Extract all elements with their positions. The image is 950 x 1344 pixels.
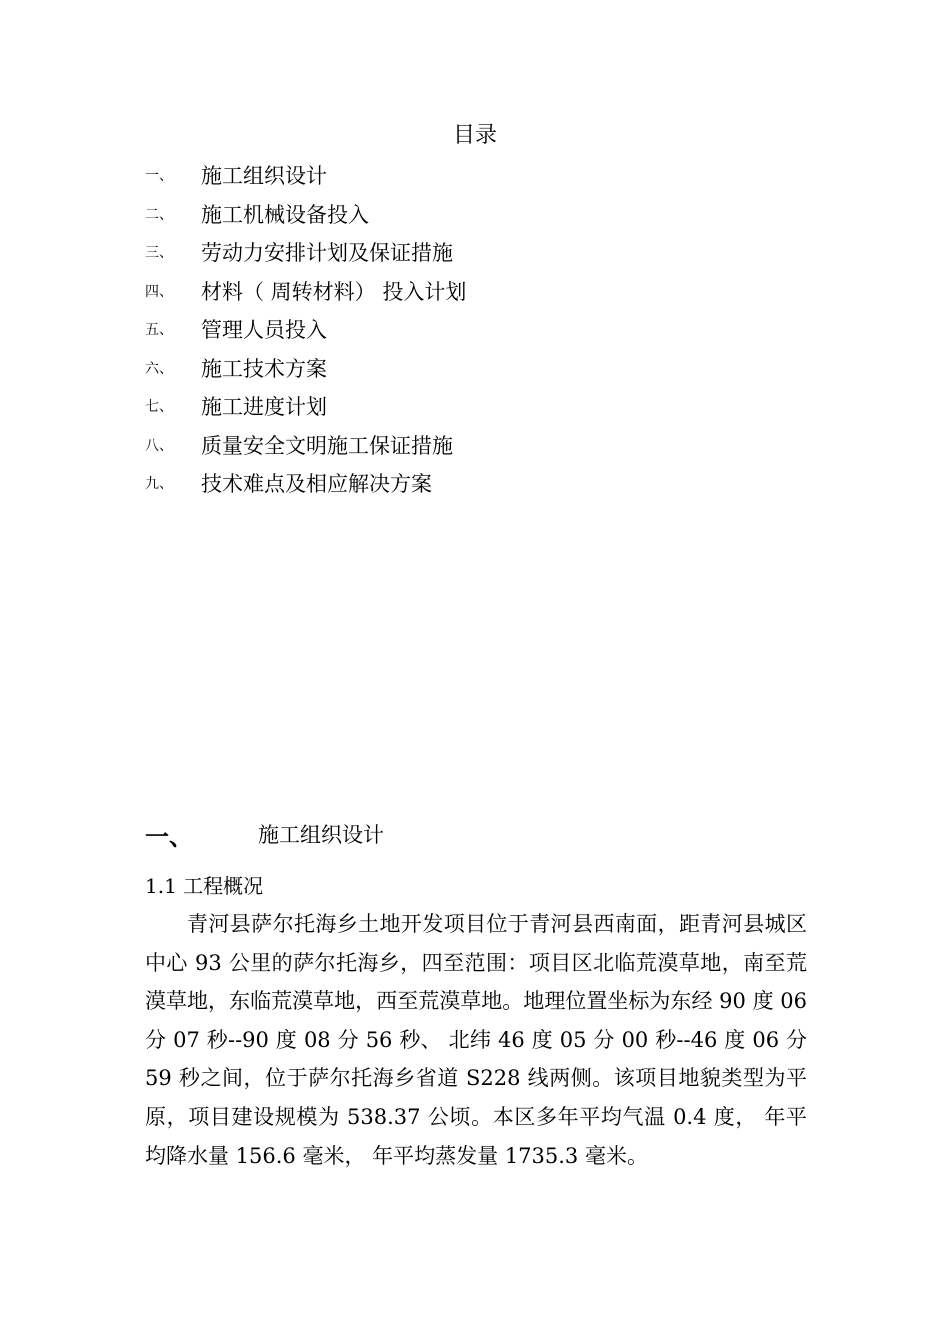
toc-item <box>145 233 466 272</box>
toc-item <box>145 426 466 465</box>
toc-item <box>145 156 466 195</box>
toc-item <box>145 464 466 503</box>
body-paragraph: 青河县萨尔托海乡土地开发项目位于青河县西南面，距青河县城区中心 93 公里的萨尔托海乡，四至范围：项目区北临荒漠草地，南至荒漠草地，东临荒漠草地，西至荒漠草地。地理位置坐标为东经 90 度 06 分 07 秒--90 度 08 分 56 秒、 北纬 46 度 05 分 00 秒--46 度 06 分 59 秒之间，位于萨尔托海乡省道 S228 线两侧。该项目地貌类型为平原，项目建设规模为 538.37 公顷。本区多年平均气温 0.4 度， 年平均降水量 156.6 毫米， 年平均蒸发量 1735.3 毫米。 <box>145 912 807 1168</box>
toc-item-number: 五、 <box>145 322 173 339</box>
toc-title: 目录 <box>452 123 497 148</box>
toc-item-text: 施工进度计划 <box>201 395 327 420</box>
toc-item <box>145 310 466 349</box>
toc-item-number: 一、 <box>145 168 173 185</box>
toc-item-number: 六、 <box>145 360 173 377</box>
toc-item-text: 技术难点及相应解决方案 <box>201 472 432 497</box>
toc-item-number: 三、 <box>145 245 173 262</box>
toc-item-number: 九、 <box>145 476 173 493</box>
toc-item <box>145 349 466 388</box>
section-title: 施工组织设计 <box>258 823 384 847</box>
section-number: 一、 <box>145 821 193 851</box>
toc-item <box>145 195 466 234</box>
toc-list <box>145 156 466 503</box>
toc-item-text: 施工组织设计 <box>201 164 327 189</box>
toc-item-text: 质量安全文明施工保证措施 <box>201 433 453 458</box>
toc-item-text: 施工机械设备投入 <box>201 202 369 227</box>
toc-item <box>145 272 466 311</box>
toc-item-number: 二、 <box>145 206 173 223</box>
subsection-title: 1.1 工程概况 <box>145 874 264 898</box>
toc-item-number: 八、 <box>145 437 173 454</box>
toc-item-text: 施工技术方案 <box>201 356 327 381</box>
toc-item-number: 四、 <box>145 283 173 300</box>
toc-item <box>145 387 466 426</box>
section-heading <box>145 814 384 854</box>
toc-item-text: 劳动力安排计划及保证措施 <box>201 241 453 266</box>
toc-item-text: 材料（ 周转材料） 投入计划 <box>201 279 467 304</box>
toc-item-text: 管理人员投入 <box>201 318 327 343</box>
toc-item-number: 七、 <box>145 399 173 416</box>
